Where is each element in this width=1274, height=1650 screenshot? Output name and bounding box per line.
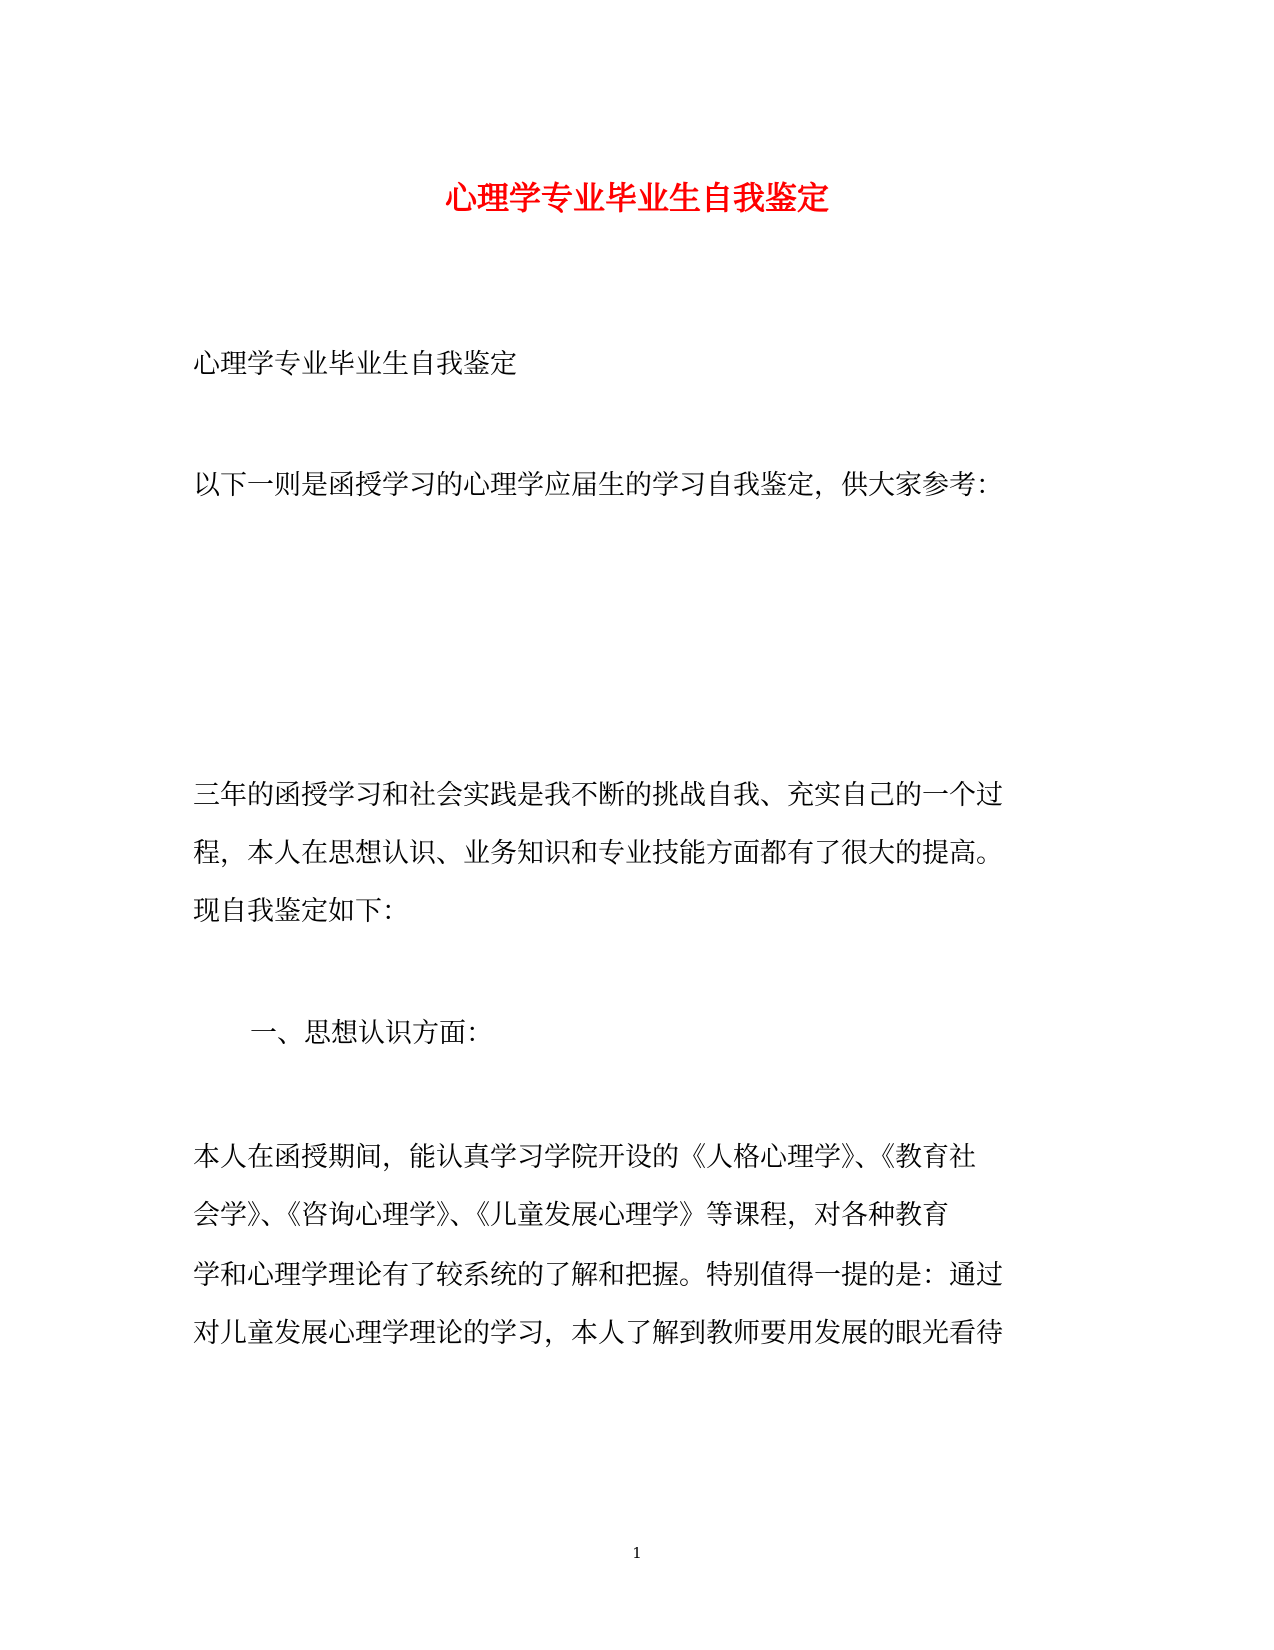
paragraph-1-line-2: 程，本人在思想认识、业务知识和专业技能方面都有了很大的提高。 — [193, 838, 1003, 869]
document-subtitle: 心理学专业毕业生自我鉴定 — [193, 349, 517, 380]
paragraph-2-line-3: 学和心理学理论有了较系统的了解和把握。特别值得一提的是：通过 — [193, 1260, 1003, 1291]
paragraph-2-line-4: 对儿童发展心理学理论的学习，本人了解到教师要用发展的眼光看待 — [193, 1318, 1003, 1349]
paragraph-2-line-2: 会学》、《咨询心理学》、《儿童发展心理学》等课程，对各种教育 — [193, 1200, 949, 1231]
section-1-heading: 一、思想认识方面： — [250, 1018, 493, 1049]
paragraph-1-line-3: 现自我鉴定如下： — [193, 896, 409, 927]
page-number: 1 — [632, 1544, 642, 1562]
paragraph-2-line-1: 本人在函授期间，能认真学习学院开设的《人格心理学》、《教育社 — [193, 1142, 976, 1173]
document-title: 心理学专业毕业生自我鉴定 — [444, 179, 829, 217]
paragraph-1-line-1: 三年的函授学习和社会实践是我不断的挑战自我、充实自己的一个过 — [193, 780, 1003, 811]
intro-paragraph: 以下一则是函授学习的心理学应届生的学习自我鉴定，供大家参考： — [193, 470, 1003, 501]
